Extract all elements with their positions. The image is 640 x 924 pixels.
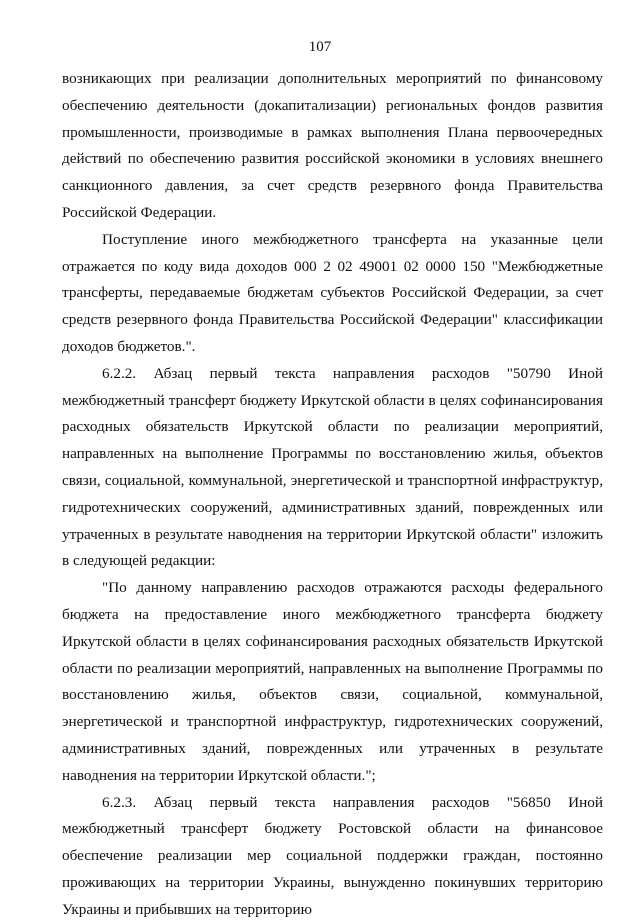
page-number: 107 (308, 39, 332, 55)
paragraph-6-2-3: 6.2.3. Абзац первый текста направления расходов "56850 Иной межбюджетный трансферт бюджету Ростовской области на финансовое обеспечение реализации мер социальной поддержки граждан, постоянно проживающих на территории Украины, вынужденно покинувших территорию Украины и прибывших на территорию (62, 793, 603, 918)
paragraph-6-2-2: 6.2.2. Абзац первый текста направления расходов "50790 Иной межбюджетный трансферт бюджету Иркутской области в целях софинансирования расходных обязательств Иркутской области по реализации мероприятий, направленных на выполнение Программы по восстановлению жилья, объектов связи, социальной, коммунальной, энергетической и транспортной инфраструктур, гидротехнических сооружений, административных зданий, поврежденных или утраченных в результате наводнения на территории Иркутской области" изложить в следующей редакции: (62, 364, 603, 570)
document-body (62, 66, 603, 924)
paragraph-new-wording-irkutsk: "По данному направлению расходов отражаются расходы федерального бюджета на предоставление иного межбюджетного трансферта бюджету Иркутской области в целях софинансирования расходных обязательств Иркутской области по реализации мероприятий, направленных на выполнение Программы по восстановлению жилья, объектов связи, социальной, коммунальной, энергетической и транспортной инфраструктур, гидротехнических сооружений, административных зданий, поврежденных или утраченных в результате наводнения на территории Иркутской области."; (62, 579, 603, 784)
paragraph-continuation: возникающих при реализации дополнительных мероприятий по финансовому обеспечению деятельности (докапитализации) региональных фондов развития промышленности, производимые в рамках выполнения Плана первоочередных действий по обеспечению развития российской экономики в условиях внешнего санкционного давления, за счет средств резервного фонда Правительства Российской Федерации. (62, 70, 603, 221)
paragraph-revenue-code: Поступление иного межбюджетного трансферта на указанные цели отражается по коду вида доходов 000 2 02 49001 02 0000 150 "Межбюджетные трансферты, передаваемые бюджетам субъектов Российской Федерации, за счет средств резервного фонда Правительства Российской Федерации" классификации доходов бюджетов.". (62, 230, 603, 355)
